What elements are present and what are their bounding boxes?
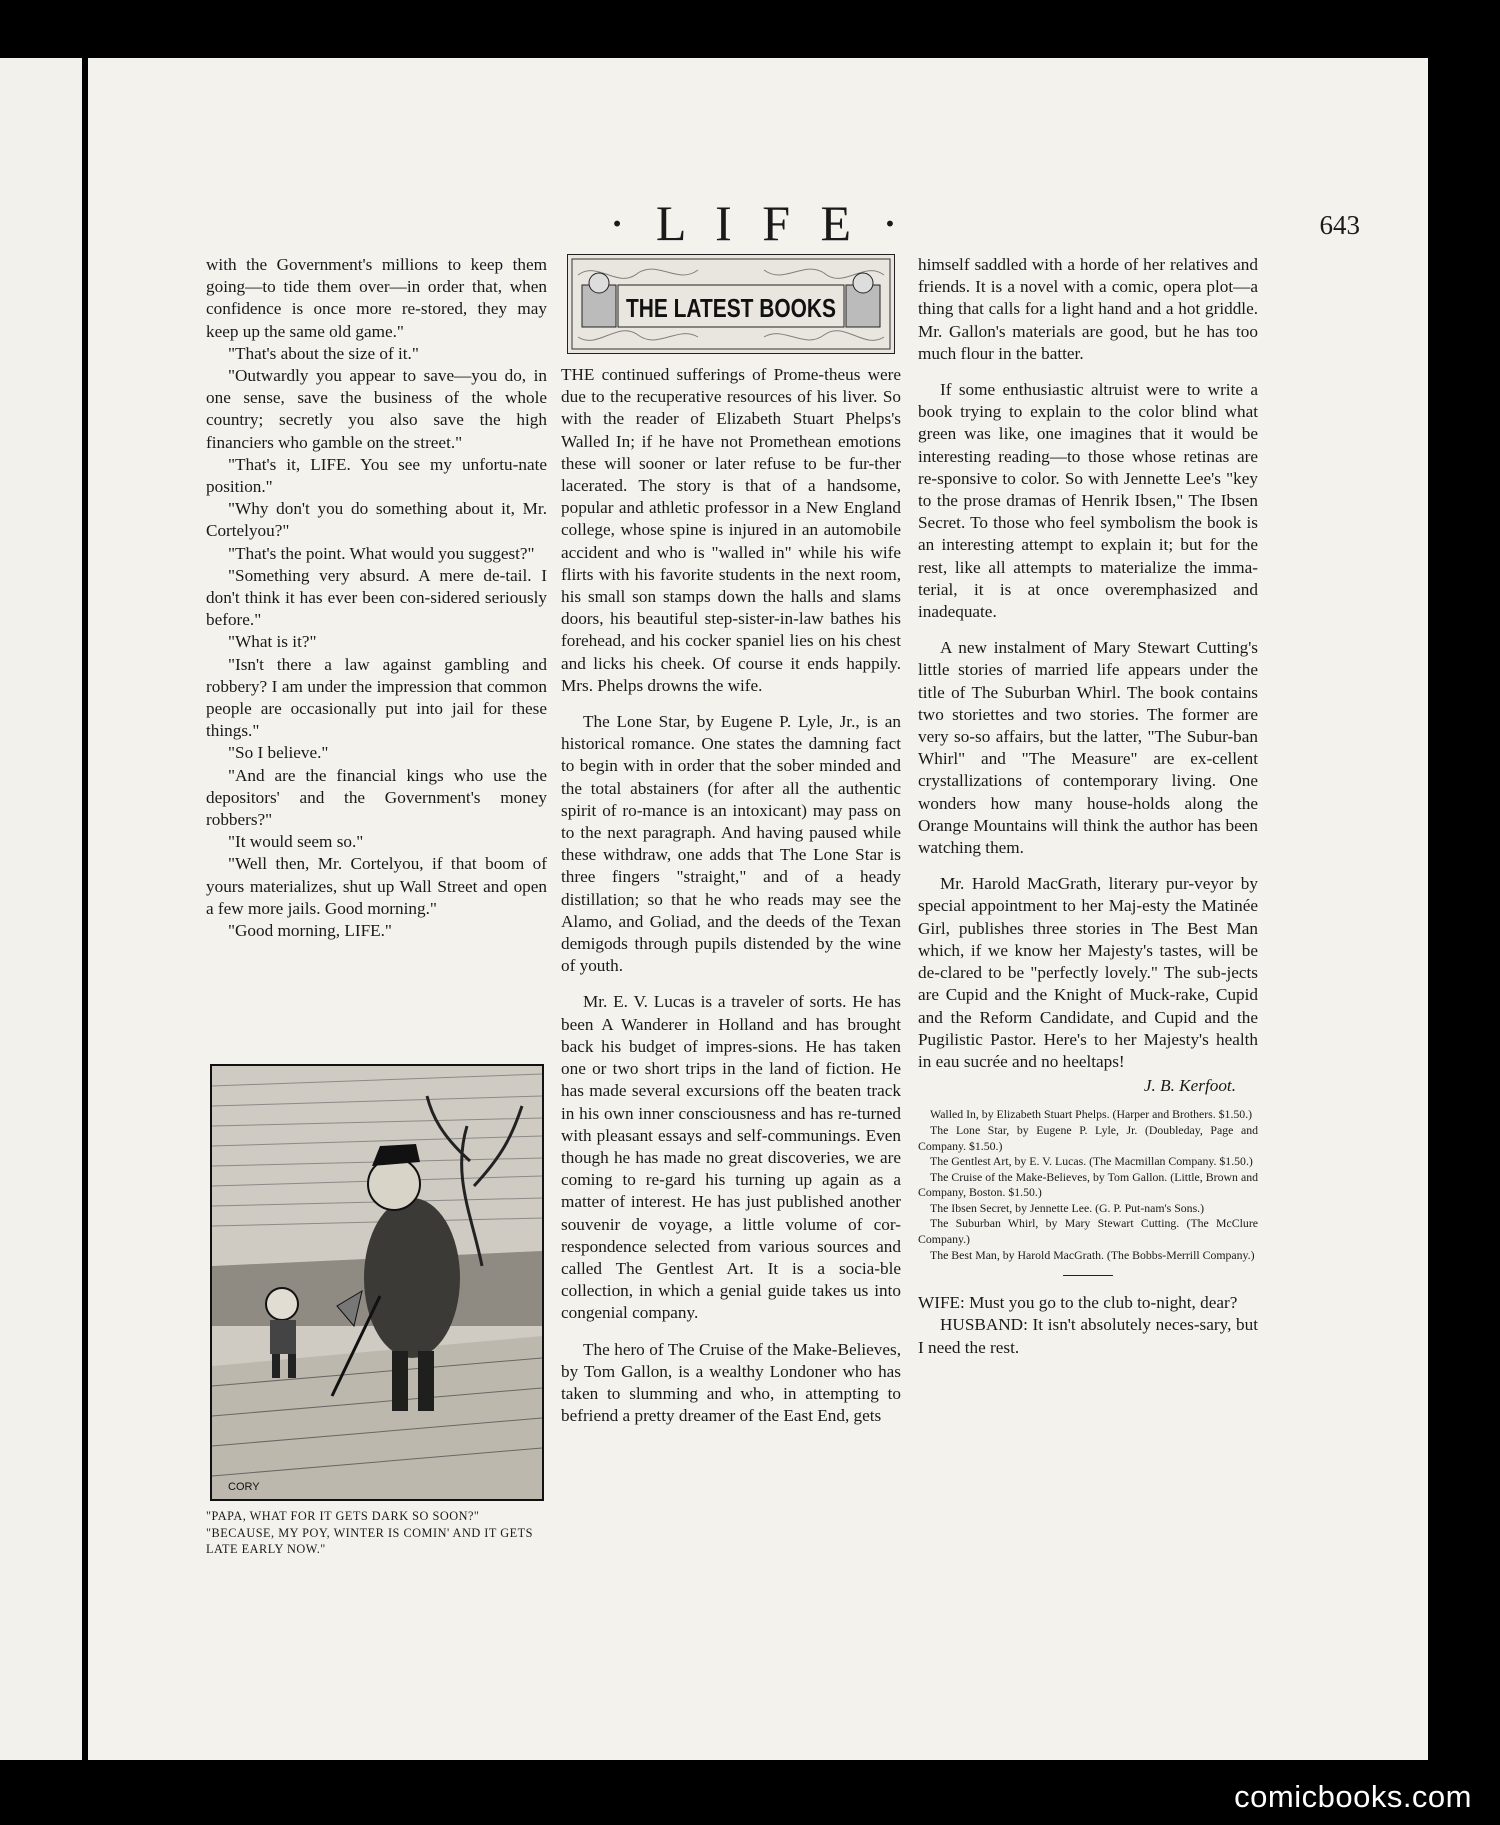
header-title: THE LATEST BOOKS xyxy=(626,293,836,323)
bibliography-entry: The Suburban Whirl, by Mary Stewart Cutting. (The McClure Company.) xyxy=(918,1216,1258,1247)
watermark: comicbooks.com xyxy=(1234,1779,1472,1814)
paragraph: "Something very absurd. A mere de-tail. I don't think it has ever been con-sidered seriously before." xyxy=(206,565,547,630)
cartoon-drawing xyxy=(212,1066,542,1499)
speaker-label: WIFE: xyxy=(918,1293,965,1313)
paragraph: "Outwardly you appear to save—you do, in one sense, save the business of the whole country; secretly you also save the high financiers who gamble on the street." xyxy=(206,366,547,452)
paragraph: THE continued sufferings of Prome-theus were due to the recuperative resources of his liver. So with the reader of Elizabeth Stuart Phelps's Walled In; if he have not Promethean emotions these will sooner or later refuse to be fur-ther lacerated. The story is that of a handsome, popular and athletic professor in a New England college, whose spine is injured in an automobile accident and who is "walled in" while his wife flirts with his favorite students in the next room, his small son stamps down the halls and slams doors, his beautiful step-sister-in-law bathes his forehead, and his cocker spaniel lies on his chest and licks his cheek. Of course it ends happily. Mrs. Phelps drowns the wife. xyxy=(561,365,901,695)
cartoon-caption xyxy=(206,1508,546,1558)
dialogue-line: It isn't absolutely neces-sary, but I need the rest. xyxy=(918,1315,1259,1357)
bibliography xyxy=(918,1107,1258,1263)
paragraph: The Lone Star, by Eugene P. Lyle, Jr., is an historical romance. One states the damning fact to begin with in order that the sober minded and the total abstainers (for after all the authentic spirit of ro-mance is an intoxicant) may pass on to the next paragraph. And having paused while these withdraw, one adds that The Lone Star is three fingers "straight," and of a heady distillation; so that he who reads may see the Alamo, and Goliad, and the deeds of the Texan demigods through pupils distended by the wine of youth. xyxy=(561,712,901,976)
author-signature: J. B. Kerfoot. xyxy=(1143,1076,1236,1096)
dialogue-wife xyxy=(918,1292,1258,1314)
paragraph: "Isn't there a law against gambling and robbery? I am under the impression that common people are occasionally put into jail for these things." xyxy=(206,654,547,741)
masthead-title: · L I F E · xyxy=(608,195,908,251)
caption-line: "BECAUSE, MY POY, WINTER IS COMIN' AND IT GETS LATE EARLY NOW." xyxy=(206,1525,533,1557)
paragraph: "It would seem so." xyxy=(228,832,364,852)
paragraph: Mr. E. V. Lucas is a traveler of sorts. He has been A Wanderer in Holland and has brought back his budget of impres-sions. He has taken one or two short trips in the land of fiction. He has made several excursions off the beaten track in his own inner consciousness and has re-turned with pleasant essays and self-communings. Even though he has made no great discoveries, we are coming to re-gard his turning up again as a matter of interest. He has just published another souvenir de voyage, a little volume of cor-respondence selected from various sources and called The Gentlest Art. It is a socia-ble collection, in which a genial guide takes us into congenial company. xyxy=(561,992,901,1323)
column-1 xyxy=(206,254,547,942)
dialogue-line: Must you go to the club to-night, dear? xyxy=(969,1293,1238,1313)
bibliography-entry: The Lone Star, by Eugene P. Lyle, Jr. (Doubleday, Page and Company. $1.50.) xyxy=(918,1122,1258,1153)
bibliography-entry: Walled In, by Elizabeth Stuart Phelps. (Harper and Brothers. $1.50.) xyxy=(930,1107,1253,1122)
bibliography-entry: The Best Man, by Harold MacGrath. (The Bobbs-Merrill Company.) xyxy=(930,1247,1255,1262)
bibliography-entry: The Gentlest Art, by E. V. Lucas. (The Macmillan Company. $1.50.) xyxy=(930,1154,1253,1169)
column-2 xyxy=(561,254,901,1427)
cartoon-illustration xyxy=(210,1064,544,1501)
caption-line: "PAPA, WHAT FOR IT GETS DARK SO SOON?" xyxy=(206,1509,480,1523)
header-ornament xyxy=(568,255,894,353)
paragraph: "What is it?" xyxy=(228,632,317,652)
paragraph: The hero of The Cruise of the Make-Believes, by Tom Gallon, is a wealthy Londoner who has taken to slumming and who, in attempting to befriend a pretty dreamer of the East End, gets xyxy=(561,1339,901,1426)
latest-books-header xyxy=(567,254,895,354)
paragraph: "That's about the size of it." xyxy=(228,343,419,363)
paragraph: "That's the point. What would you suggest?" xyxy=(228,543,535,563)
paragraph: "Well then, Mr. Cortelyou, if that boom of yours materializes, shut up Wall Street and open a few more jails. Good morning." xyxy=(206,854,547,918)
paragraph: with the Government's millions to keep them going—to tide them over—in order that, when confidence is once more re-stored, they may keep up the same old game." xyxy=(206,255,547,341)
paragraph: A new instalment of Mary Stewart Cutting's little stories of married life appears under the title of The Suburban Whirl. The book contains two storiettes and two stories. The former are very so-so affairs, but the latter, "The Subur-ban Whirl" and "The Measure" are ex-cellent crystallizations of contemporary living. One wonders how many house-holds along the Orange Mountains will think the author has been watching them. xyxy=(918,638,1258,858)
paragraph: himself saddled with a horde of her relatives and friends. It is a novel with a comic, opera plot—a thing that calls for a light hand and a hot griddle. Mr. Gallon's materials are good, but he has too much flour in the batter. xyxy=(918,255,1258,363)
paragraph: "And are the financial kings who use the depositors' and the Government's money robbers?" xyxy=(206,765,547,830)
paragraph: Mr. Harold MacGrath, literary pur-veyor by special appointment to her Maj-esty the Matinée Girl, publishes three stories in The Best Man which, if we know her Majesty's tastes, will be de-clared to be "perfectly lovely." The sub-jects are Cupid and the Knight of Muck-rake, Cupid and the Reform Candidate, and Cupid and the Pugilistic Pastor. Here's to her Majesty's health in eau sucrée and no heeltaps! xyxy=(918,874,1258,1071)
left-page-edge xyxy=(0,58,82,1760)
page-number: 643 xyxy=(1319,210,1360,240)
magazine-page xyxy=(88,58,1428,1760)
paragraph: "That's it, LIFE. You see my unfortu-nate position." xyxy=(206,454,547,497)
divider xyxy=(1063,1275,1113,1276)
paragraph: If some enthusiastic altruist were to write a book trying to explain to the color blind what green was like, one imagines that it would be interesting reading—to those whose retinas are re-sponsive to color. So with Jennette Lee's "key to the prose dramas of Henrik Ibsen," The Ibsen Secret. To those who feel symbolism the book is an interesting attempt to explain it; but for the rest, like all attempts to materialize the imma-terial, it is at once overemphasized and inadequate. xyxy=(918,380,1258,622)
cartoon-signature: CORY xyxy=(228,1481,260,1493)
paragraph: "Good morning, LIFE." xyxy=(228,921,392,941)
bibliography-entry: The Ibsen Secret, by Jennette Lee. (G. P. Put-nam's Sons.) xyxy=(930,1200,1205,1215)
bibliography-entry: The Cruise of the Make-Believes, by Tom Gallon. (Little, Brown and Company, Boston. $1.50.) xyxy=(918,1169,1258,1200)
paragraph: "So I believe." xyxy=(228,743,329,763)
column-3 xyxy=(918,254,1258,1359)
paragraph: "Why don't you do something about it, Mr. Cortelyou?" xyxy=(206,499,547,541)
dialogue-husband xyxy=(918,1314,1258,1358)
speaker-label: HUSBAND: xyxy=(940,1315,1028,1335)
